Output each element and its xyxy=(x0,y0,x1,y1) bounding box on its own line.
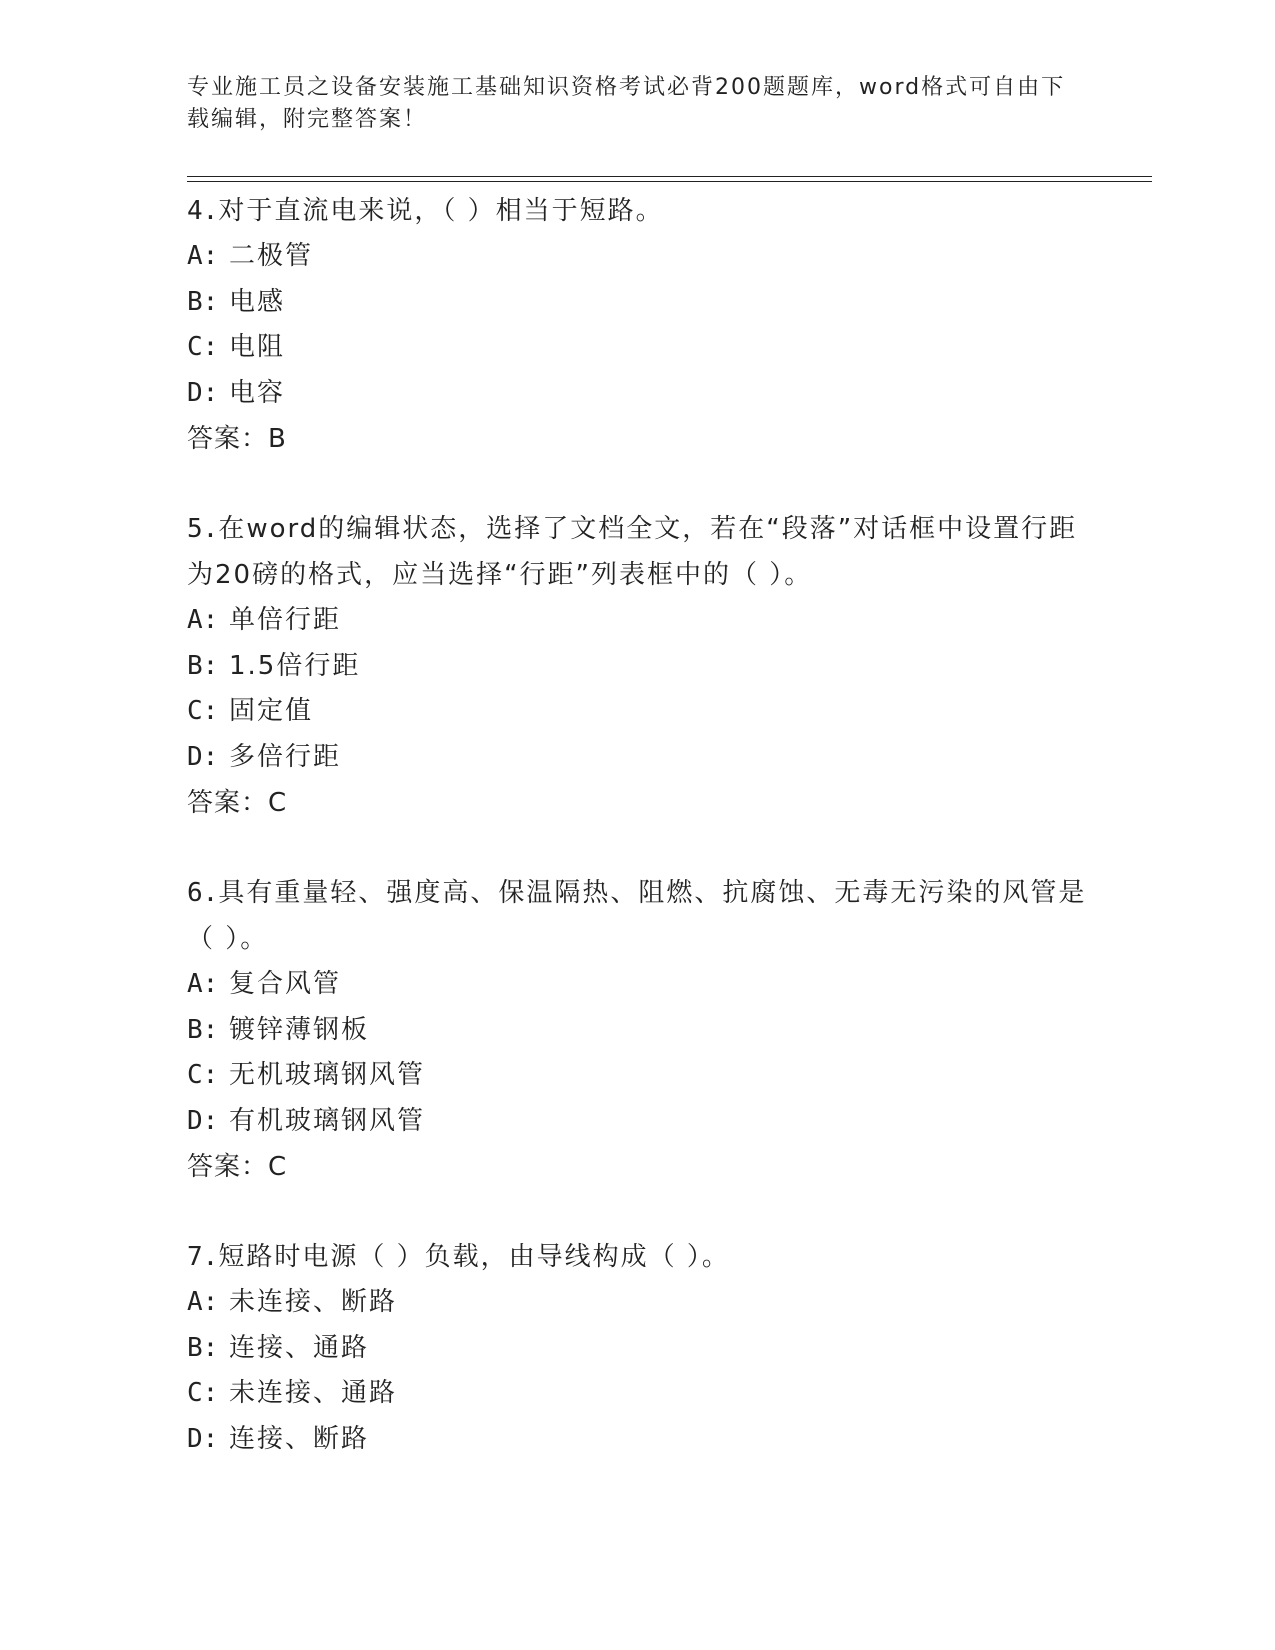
option-a xyxy=(187,234,1087,280)
option-a xyxy=(187,1280,1087,1326)
answer-line: 答案：C xyxy=(187,788,288,818)
question-4 xyxy=(187,188,1087,462)
option-d xyxy=(187,371,1087,417)
option-key: C: xyxy=(187,1378,219,1408)
option-key: C: xyxy=(187,696,219,726)
question-text xyxy=(187,188,1087,234)
spacer xyxy=(187,462,1087,506)
option-text: 未连接、通路 xyxy=(229,1378,398,1408)
option-d xyxy=(187,1417,1087,1463)
option-key: B: xyxy=(187,1014,219,1045)
question-list xyxy=(187,188,1087,1462)
question-number: 7. xyxy=(187,1242,219,1272)
answer-line: 答案：B xyxy=(187,424,287,454)
question-5 xyxy=(187,506,1087,826)
option-text: 连接、通路 xyxy=(229,1332,370,1363)
option-text: 1.5倍行距 xyxy=(229,650,361,681)
question-7 xyxy=(187,1234,1087,1462)
option-key: D: xyxy=(187,377,219,408)
question-number: 5. xyxy=(187,514,219,544)
question-stem: 对于直流电来说，（ ）相当于短路。 xyxy=(218,196,664,226)
spacer xyxy=(187,1190,1087,1234)
option-text: 电容 xyxy=(229,377,286,408)
option-key: C: xyxy=(187,332,219,362)
option-a xyxy=(187,598,1087,644)
option-key: A: xyxy=(187,1287,219,1317)
option-b xyxy=(187,644,1087,690)
question-stem: 具有重量轻、强度高、保温隔热、阻燃、抗腐蚀、无毒无污染的风管是（ ）。 xyxy=(187,878,1087,954)
option-c xyxy=(187,1371,1087,1417)
option-text: 复合风管 xyxy=(229,969,342,999)
option-d xyxy=(187,735,1087,781)
option-text: 未连接、断路 xyxy=(229,1287,398,1317)
option-text: 电阻 xyxy=(229,332,286,362)
header-rule-top xyxy=(187,176,1152,177)
question-number: 6. xyxy=(187,878,219,908)
option-key: A: xyxy=(187,969,219,999)
option-a xyxy=(187,962,1087,1008)
question-stem: 在word的编辑状态，选择了文档全文，若在“段落”对话框中设置行距为20磅的格式，应当选择“行距”列表框中的（ ）。 xyxy=(187,514,1078,590)
question-text xyxy=(187,870,1087,962)
option-text: 镀锌薄钢板 xyxy=(229,1014,370,1045)
option-text: 固定值 xyxy=(229,696,314,726)
option-text: 电感 xyxy=(229,286,286,317)
spacer xyxy=(187,826,1087,870)
question-number: 4. xyxy=(187,196,219,226)
option-c xyxy=(187,689,1087,735)
option-key: B: xyxy=(187,1332,219,1363)
option-key: A: xyxy=(187,241,219,271)
option-text: 连接、断路 xyxy=(229,1423,370,1454)
question-text xyxy=(187,1234,1087,1280)
question-text xyxy=(187,506,1087,598)
option-b xyxy=(187,280,1087,326)
option-text: 有机玻璃钢风管 xyxy=(229,1105,426,1136)
option-key: B: xyxy=(187,286,219,317)
answer-line: 答案：C xyxy=(187,1152,288,1182)
option-d xyxy=(187,1099,1087,1145)
option-key: A: xyxy=(187,605,219,635)
question-stem: 短路时电源（ ）负载，由导线构成（ ）。 xyxy=(218,1242,730,1272)
option-b xyxy=(187,1008,1087,1054)
option-c xyxy=(187,1053,1087,1099)
option-key: B: xyxy=(187,650,219,681)
option-b xyxy=(187,1326,1087,1372)
option-text: 单倍行距 xyxy=(229,605,342,635)
option-c xyxy=(187,325,1087,371)
option-key: C: xyxy=(187,1060,219,1090)
option-text: 二极管 xyxy=(229,241,314,271)
option-text: 无机玻璃钢风管 xyxy=(229,1060,426,1090)
header-rule-bottom xyxy=(187,181,1152,182)
option-key: D: xyxy=(187,1423,219,1454)
document-header: 专业施工员之设备安装施工基础知识资格考试必背200题题库，word格式可自由下载编辑，附完整答案！ xyxy=(187,75,1066,132)
option-key: D: xyxy=(187,741,219,772)
question-6 xyxy=(187,870,1087,1190)
option-key: D: xyxy=(187,1105,219,1136)
option-text: 多倍行距 xyxy=(229,741,342,772)
